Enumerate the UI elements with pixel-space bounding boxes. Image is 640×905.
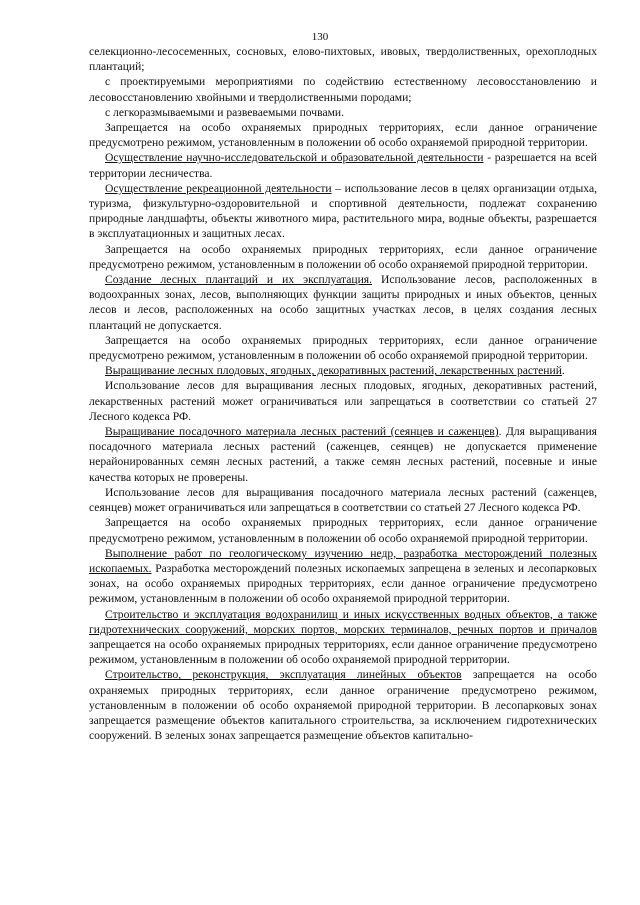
underlined-heading: Осуществление рекреационной деятельности bbox=[105, 181, 332, 195]
paragraph bbox=[89, 515, 597, 545]
paragraph bbox=[89, 424, 597, 485]
paragraph bbox=[89, 667, 597, 743]
paragraph bbox=[89, 333, 597, 363]
paragraph-text: Использование лесов, расположенных в водоохранных зонах, лесов, выполняющих функции защиты природных и иных объектов, ценных лесов и лесов, расположенных на особо защитных участках лесов, в целях создания лесных плантаций не допускается. bbox=[89, 273, 597, 332]
paragraph bbox=[89, 378, 597, 424]
paragraph-text: Разработка месторождений полезных ископаемых запрещена в зеленых и лесопарковых зонах, на особо охраняемых природных территориях, если данное ограничение предусмотрено режимом, установленным в положении об особо охраняемой природной территории. bbox=[89, 561, 597, 606]
underlined-heading: Строительство, реконструкция, эксплуатация линейных объектов bbox=[105, 668, 462, 682]
paragraph bbox=[89, 74, 597, 104]
paragraph-text: с легкоразмываемыми и развеваемыми почвами. bbox=[105, 105, 345, 119]
paragraph-text: Использование лесов для выращивания посадочного материала лесных растений (саженцев, сеянцев) может ограничиваться или запрещаться в соответствии со статьей 27 Лесного кодекса РФ. bbox=[89, 485, 597, 515]
paragraph-text: – использование лесов в целях организации отдыха, туризма, физкультурно-оздоровительной и спортивной деятельности, подлежат сохранению природные ландшафты, объекты животного мира, растительного мира, водные объекты, разрешается в эксплуатационных и защитных лесах. bbox=[89, 181, 597, 241]
paragraph bbox=[89, 181, 597, 242]
paragraph-text: Использование лесов для выращивания лесных плодовых, ягодных, декоративных растений, лекарственных растений может ограничиваться или запрещаться в соответствии со статьей 27 Лесного кодекса РФ. bbox=[89, 379, 597, 423]
paragraph-text: . bbox=[561, 364, 565, 378]
paragraph bbox=[89, 44, 597, 74]
paragraph bbox=[89, 120, 597, 150]
underlined-heading: Выполнение работ по геологическому изучению недр, разработка месторождений полезных ископаемых. bbox=[89, 546, 597, 575]
underlined-heading: Создание лесных плантаций и их эксплуатация. bbox=[105, 273, 373, 287]
paragraph bbox=[89, 607, 597, 668]
paragraph-text: - разрешается на всей территории лесничества. bbox=[89, 151, 597, 180]
underlined-heading: Выращивание лесных плодовых, ягодных, декоративных растений, лекарственных растений bbox=[105, 364, 562, 378]
paragraph bbox=[89, 105, 597, 120]
underlined-heading: Осуществление научно-исследовательской и образовательной деятельности bbox=[105, 151, 484, 165]
paragraph-text: Запрещается на особо охраняемых природных территориях, если данное ограничение предусмотрено режимом, установленным в положении об особо охраняемой природной территории. bbox=[89, 121, 597, 150]
paragraph bbox=[89, 546, 597, 607]
paragraph bbox=[89, 363, 597, 378]
paragraph-text: Запрещается на особо охраняемых природных территориях, если данное ограничение предусмотрено режимом, установленным в положении об особо охраняемой природной территории. bbox=[89, 516, 597, 545]
paragraph bbox=[89, 242, 597, 272]
paragraph-text: . Для выращивания посадочного материала лесных растений (саженцев, сеянцев) не допускается применение нерайонированных семян лесных растений, а также семян лесных растений, посевные и иные качества которых не проверены. bbox=[89, 425, 597, 484]
paragraph-text: с проектируемыми мероприятиями по содействию естественному лесовосстановлению и лесовосстановлению хвойными и твердолиственными породами; bbox=[89, 75, 597, 104]
document-body bbox=[89, 44, 597, 743]
paragraph-text: Запрещается на особо охраняемых природных территориях, если данное ограничение предусмотрено режимом, установленным в положении об особо охраняемой природной территории. bbox=[89, 333, 597, 363]
underlined-heading: Строительство и эксплуатация водохранилищ и иных искусственных водных объектов, а также гидротехнических сооружений, морских портов, морских терминалов, речных портов и причалов bbox=[89, 607, 597, 636]
paragraph-text: запрещается на особо охраняемых природных территориях, если данное ограничение предусмотрено режимом, установленным в положении об особо охраняемой природной территории. bbox=[89, 637, 597, 667]
paragraph bbox=[89, 485, 597, 515]
paragraph-text: запрещается на особо охраняемых природных территориях, если данное ограничение предусмотрено режимом, установленным в положении об особо охраняемой природной территории. В лесопарковых зонах запрещается размещение объектов капитального строительства, за исключением гидротехнических сооружений. В зеленых зонах запрещается размещение объектов капитально- bbox=[89, 668, 597, 743]
paragraph-text: Запрещается на особо охраняемых природных территориях, если данное ограничение предусмотрено режимом, установленным в положении об особо охраняемой природной территории. bbox=[89, 242, 597, 271]
paragraph-text: селекционно-лесосеменных, сосновых, елово-пихтовых, ивовых, твердолиственных, орехоплодных плантаций; bbox=[89, 45, 597, 74]
paragraph bbox=[89, 272, 597, 333]
paragraph bbox=[89, 150, 597, 180]
page-number: 130 bbox=[311, 31, 329, 43]
underlined-heading: Выращивание посадочного материала лесных растений (сеянцев и саженцев) bbox=[105, 425, 499, 439]
